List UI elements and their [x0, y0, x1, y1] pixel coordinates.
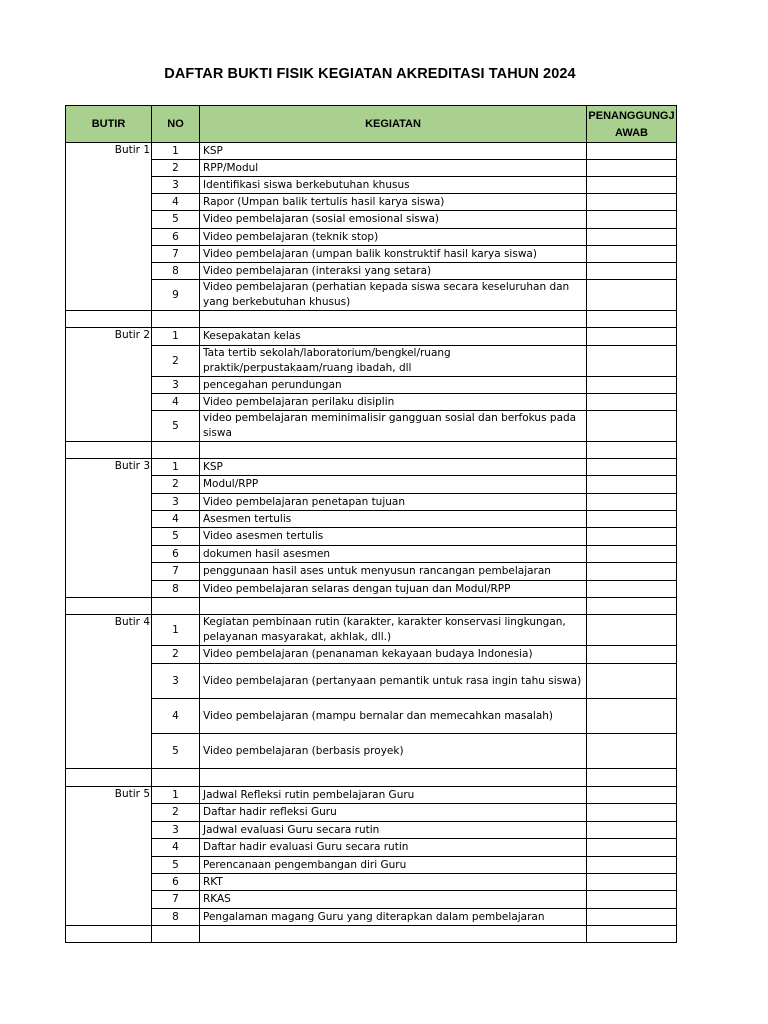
empty-cell	[200, 926, 587, 943]
no-cell: 4	[152, 699, 200, 734]
table-row	[66, 699, 677, 734]
butir-cell	[66, 280, 152, 311]
no-cell: 8	[152, 581, 200, 598]
empty-cell	[152, 598, 200, 615]
butir-cell	[66, 177, 152, 194]
kegiatan-cell: Video pembelajaran (pertanyaan pemantik untuk rasa ingin tahu siswa)	[200, 664, 587, 699]
penanggung-jawab-cell	[587, 263, 677, 280]
no-cell: 2	[152, 804, 200, 822]
kegiatan-cell: KSP	[200, 459, 587, 476]
penanggung-jawab-cell	[587, 664, 677, 699]
penanggung-jawab-cell	[587, 615, 677, 646]
table-row	[66, 891, 677, 909]
no-cell: 2	[152, 476, 200, 494]
butir-cell: Butir 5	[66, 787, 152, 804]
kegiatan-cell: Video pembelajaran (umpan balik konstruktif hasil karya siswa)	[200, 246, 587, 263]
kegiatan-cell: Video asesmen tertulis	[200, 528, 587, 546]
kegiatan-cell: Jadwal Refleksi rutin pembelajaran Guru	[200, 787, 587, 804]
butir-cell: Butir 4	[66, 615, 152, 646]
kegiatan-cell: dokumen hasil asesmen	[200, 546, 587, 563]
kegiatan-cell: Video pembelajaran penetapan tujuan	[200, 494, 587, 511]
penanggung-jawab-cell	[587, 646, 677, 664]
penanggung-jawab-cell	[587, 377, 677, 394]
kegiatan-cell: RKAS	[200, 891, 587, 909]
penanggung-jawab-cell	[587, 246, 677, 263]
empty-cell	[587, 769, 677, 787]
butir-cell	[66, 394, 152, 411]
table-body	[66, 143, 677, 943]
no-cell: 6	[152, 546, 200, 563]
empty-cell	[66, 442, 152, 459]
table-row	[66, 511, 677, 528]
no-cell: 3	[152, 177, 200, 194]
butir-cell	[66, 160, 152, 177]
kegiatan-cell: RKT	[200, 874, 587, 891]
empty-cell	[587, 311, 677, 328]
penanggung-jawab-cell	[587, 143, 677, 160]
no-cell: 2	[152, 346, 200, 377]
empty-cell	[587, 598, 677, 615]
butir-cell	[66, 563, 152, 581]
kegiatan-cell: pencegahan perundungan	[200, 377, 587, 394]
kegiatan-cell: penggunaan hasil ases untuk menyusun rancangan pembelajaran	[200, 563, 587, 581]
butir-cell	[66, 909, 152, 926]
table-row	[66, 646, 677, 664]
empty-cell	[66, 769, 152, 787]
no-cell: 3	[152, 664, 200, 699]
no-cell: 3	[152, 822, 200, 839]
butir-cell	[66, 581, 152, 598]
butir-cell	[66, 346, 152, 377]
kegiatan-cell: Kegiatan pembinaan rutin (karakter, karakter konservasi lingkungan, pelayanan masyarakat, akhlak, dll.)	[200, 615, 587, 646]
kegiatan-cell: video pembelajaran meminimalisir gangguan sosial dan berfokus pada siswa	[200, 411, 587, 442]
empty-cell	[66, 311, 152, 328]
kegiatan-cell: Video pembelajaran (interaksi yang setara)	[200, 263, 587, 280]
empty-cell	[66, 598, 152, 615]
penanggung-jawab-cell	[587, 476, 677, 494]
kegiatan-cell: Tata tertib sekolah/laboratorium/bengkel/ruang praktik/perpustakaam/ruang ibadah, dll	[200, 346, 587, 377]
no-cell: 8	[152, 263, 200, 280]
blank-row	[66, 311, 677, 328]
butir-cell: Butir 1	[66, 143, 152, 160]
penanggung-jawab-cell	[587, 511, 677, 528]
butir-cell	[66, 246, 152, 263]
table-row	[66, 528, 677, 546]
empty-cell	[152, 311, 200, 328]
table-row	[66, 280, 677, 311]
table-row	[66, 494, 677, 511]
butir-cell	[66, 804, 152, 822]
table-row	[66, 328, 677, 346]
penanggung-jawab-cell	[587, 874, 677, 891]
no-cell: 2	[152, 160, 200, 177]
penanggung-jawab-cell	[587, 787, 677, 804]
no-cell: 7	[152, 246, 200, 263]
kegiatan-cell: RPP/Modul	[200, 160, 587, 177]
no-cell: 5	[152, 528, 200, 546]
penanggung-jawab-cell	[587, 177, 677, 194]
kegiatan-cell: Asesmen tertulis	[200, 511, 587, 528]
table-row	[66, 263, 677, 280]
butir-cell	[66, 664, 152, 699]
no-cell: 5	[152, 211, 200, 229]
no-cell: 5	[152, 411, 200, 442]
butir-cell	[66, 874, 152, 891]
butir-cell	[66, 194, 152, 211]
kegiatan-cell: Perencanaan pengembangan diri Guru	[200, 857, 587, 874]
penanggung-jawab-cell	[587, 328, 677, 346]
no-cell: 6	[152, 229, 200, 246]
table-row	[66, 476, 677, 494]
penanggung-jawab-cell	[587, 804, 677, 822]
butir-cell	[66, 857, 152, 874]
table-row	[66, 581, 677, 598]
no-cell: 9	[152, 280, 200, 311]
header-row	[66, 106, 677, 143]
empty-cell	[200, 598, 587, 615]
no-cell: 6	[152, 874, 200, 891]
empty-cell	[587, 926, 677, 943]
butir-cell	[66, 891, 152, 909]
blank-row	[66, 769, 677, 787]
no-cell: 1	[152, 615, 200, 646]
no-cell: 5	[152, 857, 200, 874]
butir-cell	[66, 822, 152, 839]
header-kegiatan: KEGIATAN	[200, 106, 587, 143]
penanggung-jawab-cell	[587, 280, 677, 311]
penanggung-jawab-cell	[587, 346, 677, 377]
no-cell: 4	[152, 839, 200, 857]
table-row	[66, 394, 677, 411]
empty-cell	[152, 769, 200, 787]
penanggung-jawab-cell	[587, 411, 677, 442]
kegiatan-cell: Video pembelajaran (mampu bernalar dan memecahkan masalah)	[200, 699, 587, 734]
table-row	[66, 211, 677, 229]
table-row	[66, 411, 677, 442]
table-row	[66, 546, 677, 563]
penanggung-jawab-cell	[587, 563, 677, 581]
empty-cell	[587, 442, 677, 459]
kegiatan-cell: KSP	[200, 143, 587, 160]
header-penanggung-jawab: PENANGGUNGJ AWAB	[587, 106, 677, 143]
table-row	[66, 874, 677, 891]
no-cell: 3	[152, 494, 200, 511]
butir-cell	[66, 511, 152, 528]
butir-cell	[66, 699, 152, 734]
kegiatan-cell: Identifikasi siswa berkebutuhan khusus	[200, 177, 587, 194]
butir-cell	[66, 494, 152, 511]
kegiatan-cell: Jadwal evaluasi Guru secara rutin	[200, 822, 587, 839]
no-cell: 1	[152, 459, 200, 476]
penanggung-jawab-cell	[587, 699, 677, 734]
butir-cell: Butir 2	[66, 328, 152, 346]
kegiatan-cell: Video pembelajaran selaras dengan tujuan dan Modul/RPP	[200, 581, 587, 598]
table-row	[66, 377, 677, 394]
butir-cell: Butir 3	[66, 459, 152, 476]
blank-row	[66, 926, 677, 943]
blank-row	[66, 598, 677, 615]
penanggung-jawab-cell	[587, 229, 677, 246]
no-cell: 1	[152, 143, 200, 160]
penanggung-jawab-cell	[587, 891, 677, 909]
kegiatan-cell: Video pembelajaran (teknik stop)	[200, 229, 587, 246]
empty-cell	[200, 311, 587, 328]
table-row	[66, 346, 677, 377]
butir-cell	[66, 476, 152, 494]
butir-cell	[66, 546, 152, 563]
header-no: NO	[152, 106, 200, 143]
no-cell: 1	[152, 328, 200, 346]
penanggung-jawab-cell	[587, 494, 677, 511]
table-row	[66, 459, 677, 476]
penanggung-jawab-cell	[587, 528, 677, 546]
penanggung-jawab-cell	[587, 857, 677, 874]
no-cell: 2	[152, 646, 200, 664]
kegiatan-cell: Video pembelajaran (perhatian kepada siswa secara keseluruhan dan yang berkebutuhan khusus)	[200, 280, 587, 311]
kegiatan-cell: Video pembelajaran (penanaman kekayaan budaya Indonesia)	[200, 646, 587, 664]
butir-cell	[66, 211, 152, 229]
table-row	[66, 160, 677, 177]
butir-cell	[66, 734, 152, 769]
table-row	[66, 563, 677, 581]
butir-cell	[66, 377, 152, 394]
table-row	[66, 615, 677, 646]
table-row	[66, 664, 677, 699]
butir-cell	[66, 411, 152, 442]
penanggung-jawab-cell	[587, 394, 677, 411]
kegiatan-cell: Video pembelajaran (berbasis proyek)	[200, 734, 587, 769]
table-row	[66, 734, 677, 769]
header-butir: BUTIR	[66, 106, 152, 143]
no-cell: 7	[152, 563, 200, 581]
no-cell: 8	[152, 909, 200, 926]
penanggung-jawab-cell	[587, 546, 677, 563]
kegiatan-cell: Rapor (Umpan balik tertulis hasil karya siswa)	[200, 194, 587, 211]
table-row	[66, 194, 677, 211]
penanggung-jawab-cell	[587, 160, 677, 177]
no-cell: 4	[152, 394, 200, 411]
no-cell: 7	[152, 891, 200, 909]
blank-row	[66, 442, 677, 459]
no-cell: 1	[152, 787, 200, 804]
no-cell: 3	[152, 377, 200, 394]
no-cell: 4	[152, 511, 200, 528]
penanggung-jawab-cell	[587, 839, 677, 857]
kegiatan-cell: Daftar hadir evaluasi Guru secara rutin	[200, 839, 587, 857]
no-cell: 5	[152, 734, 200, 769]
empty-cell	[66, 926, 152, 943]
table-row	[66, 857, 677, 874]
table-row	[66, 822, 677, 839]
empty-cell	[200, 442, 587, 459]
penanggung-jawab-cell	[587, 909, 677, 926]
kegiatan-cell: Daftar hadir refleksi Guru	[200, 804, 587, 822]
penanggung-jawab-cell	[587, 734, 677, 769]
table-row	[66, 177, 677, 194]
table-row	[66, 143, 677, 160]
empty-cell	[200, 769, 587, 787]
butir-cell	[66, 229, 152, 246]
penanggung-jawab-cell	[587, 211, 677, 229]
butir-cell	[66, 839, 152, 857]
empty-cell	[152, 442, 200, 459]
empty-cell	[152, 926, 200, 943]
table-row	[66, 804, 677, 822]
penanggung-jawab-cell	[587, 459, 677, 476]
kegiatan-cell: Modul/RPP	[200, 476, 587, 494]
table-row	[66, 787, 677, 804]
butir-cell	[66, 646, 152, 664]
table-row	[66, 229, 677, 246]
butir-cell	[66, 263, 152, 280]
penanggung-jawab-cell	[587, 581, 677, 598]
kegiatan-cell: Video pembelajaran (sosial emosional siswa)	[200, 211, 587, 229]
kegiatan-cell: Pengalaman magang Guru yang diterapkan dalam pembelajaran	[200, 909, 587, 926]
evidence-table	[65, 105, 677, 943]
kegiatan-cell: Kesepakatan kelas	[200, 328, 587, 346]
butir-cell	[66, 528, 152, 546]
document-title: DAFTAR BUKTI FISIK KEGIATAN AKREDITASI TAHUN 2024	[164, 66, 576, 82]
no-cell: 4	[152, 194, 200, 211]
penanggung-jawab-cell	[587, 822, 677, 839]
table-row	[66, 246, 677, 263]
table-row	[66, 909, 677, 926]
kegiatan-cell: Video pembelajaran perilaku disiplin	[200, 394, 587, 411]
table-row	[66, 839, 677, 857]
penanggung-jawab-cell	[587, 194, 677, 211]
